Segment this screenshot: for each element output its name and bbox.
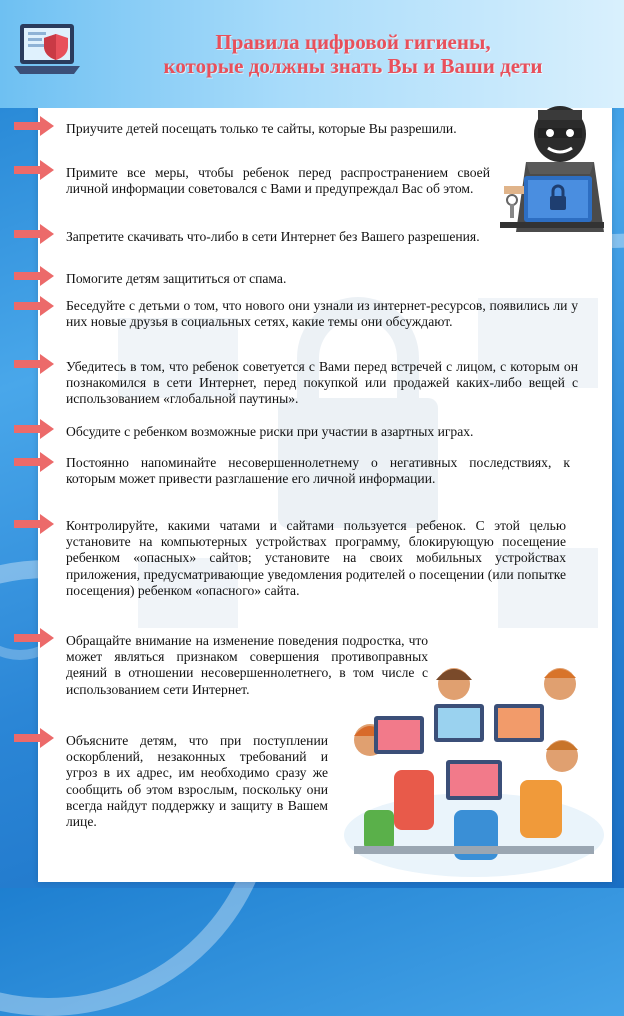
- arrow-icon: [14, 728, 54, 748]
- rule-item: Объясните детям, что при поступлении оскорблений, незаконных требований и угроз в их адрес, им необходимо сразу же сообщить об этом взрослым, поскольку они всегда найдут поддержку и защиту в Вашем лице.: [66, 733, 328, 830]
- arrow-icon: [14, 628, 54, 648]
- arrow-icon: [14, 452, 54, 472]
- rule-item: Обращайте внимание на изменение поведения подростка, что может являться признаком совершения противоправных деяний в отношении несовершеннолетнего, в том числе с использованием сети Интернет.: [66, 633, 428, 697]
- arrow-icon: [14, 419, 54, 439]
- title-line-1: Правила цифровой гигиены,: [215, 30, 491, 54]
- laptop-shield-icon: [10, 20, 84, 88]
- rule-item: Помогите детям защититься от спама.: [66, 271, 287, 286]
- arrow-icon: [14, 160, 54, 180]
- rule-item: Запретите скачивать что-либо в сети Интернет без Вашего разрешения.: [66, 229, 480, 244]
- title-line-2: которые должны знать Вы и Ваши дети: [163, 54, 543, 78]
- rule-item: Убедитесь в том, что ребенок советуется с Вами перед встречей с лицом, с которым он познакомился в сети Интернет, перед покупкой или продажей каких-либо вещей с использованием «глобальной паутины».: [66, 359, 578, 407]
- rule-item: Беседуйте с детьми о том, что нового они узнали из интернет-ресурсов, появились ли у них новые друзья в социальных сетях, какие темы они обсуждают.: [66, 298, 578, 330]
- arrow-icon: [14, 296, 54, 316]
- rule-item: Примите все меры, чтобы ребенок перед распространением своей личной информации советовался с Вами и предупреждал Вас об этом.: [66, 165, 490, 197]
- rule-item: Приучите детей посещать только те сайты, которые Вы разрешили.: [66, 121, 457, 136]
- rule-item: Обсудите с ребенком возможные риски при участии в азартных играх.: [66, 424, 474, 439]
- arrow-icon: [14, 224, 54, 244]
- hacker-illustration: [498, 100, 610, 248]
- rule-item: Контролируйте, какими чатами и сайтами пользуется ребенок. С этой целью установите на компьютерных устройствах программу, блокирующую посещение ребенком «опасных» сайтов; установите на своих мобильных устройствах приложения, предусматривающие уведомления родителей о посещении (или попытке посещения) ребенком «опасного» сайта.: [66, 518, 566, 598]
- arrow-icon: [14, 116, 54, 136]
- arrow-icon: [14, 354, 54, 374]
- arrow-icon: [14, 266, 54, 286]
- page-title: [88, 30, 618, 78]
- arrow-icon: [14, 514, 54, 534]
- rule-item: Постоянно напоминайте несовершеннолетнему о негативных последствиях, к которым может привести разглашение его личной информации.: [66, 455, 570, 487]
